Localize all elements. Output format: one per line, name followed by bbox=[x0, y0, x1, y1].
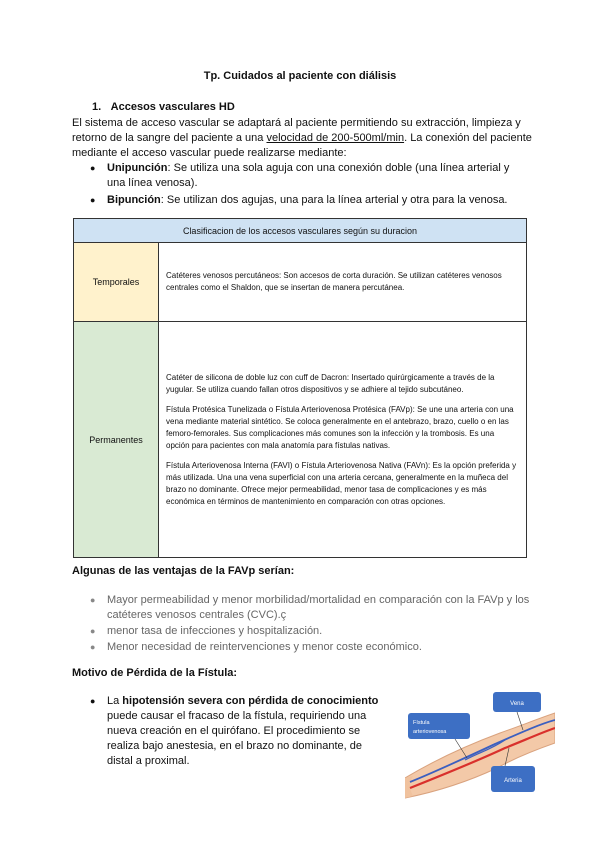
table-row bbox=[74, 322, 527, 558]
fistula-loss-heading: Motivo de Pérdida de la Fístula: bbox=[72, 667, 238, 679]
list-item: ● Menor necesidad de reintervenciones y menor coste económico. bbox=[90, 640, 530, 655]
list-item: ● menor tasa de infecciones y hospitalización. bbox=[90, 624, 530, 639]
list-item bbox=[90, 161, 530, 191]
item-text: puede causar el fracaso de la fístula, requiriendo una nueva creación en el quirófano. El procedimiento se realiza bajo anestesia, en el brazo no dominante, de distal a proximal. bbox=[107, 710, 367, 767]
velocity-underline: velocidad de 200-500ml/min bbox=[266, 132, 405, 144]
label-fistula-2: arteriovenosa bbox=[413, 729, 447, 735]
intro-paragraph bbox=[72, 116, 532, 161]
hypotension-term: hipotensión severa con pérdida de conocimiento bbox=[122, 695, 379, 707]
term-unipuncion: Unipunción bbox=[107, 162, 168, 174]
fistula-illustration bbox=[405, 688, 555, 800]
advantages-list bbox=[90, 593, 530, 656]
table-row bbox=[74, 243, 527, 322]
advantages-heading: Algunas de las ventajas de la FAVp serían: bbox=[72, 565, 295, 577]
fistula-loss-list bbox=[90, 694, 380, 769]
table-header: Clasificacion de los accesos vasculares según su duracion bbox=[74, 219, 527, 243]
category-permanentes: Permanentes bbox=[74, 322, 159, 558]
intro-text: El sistema de acceso vascular se adaptará al paciente permitiendo su extracción, limpieza y retorno de la sangre del paciente a una bbox=[72, 117, 521, 144]
term-bipuncion: Bipunción bbox=[107, 194, 161, 206]
list-item bbox=[90, 694, 380, 769]
category-temporales: Temporales bbox=[74, 243, 159, 322]
section-heading bbox=[92, 101, 235, 113]
description-paragraph: Fístula Arteriovenosa Interna (FAVI) o Fístula Arteriovenosa Nativa (FAVn): Es la opción preferida y más utilizada. Una una vena superficial con una arteria cercana, generalmente en la muñeca del brazo no dominante. Ofrece mejor permeabilidad, menor tasa de complicaciones y es más económica en términos de mantenimiento en comparación con otras opciones. bbox=[166, 460, 517, 506]
section-heading-text: Accesos vasculares HD bbox=[110, 101, 235, 113]
description-paragraph: Fístula Protésica Tunelizada o Fístula Arteriovenosa Protésica (FAVp): Se une una arteria con una vena mediante material sintético. Se coloca generalmente en el antebrazo, brazo, cuello o en las femoro-femorales. Sus complicaciones más comunes son la infección y la trombosis. Es una opción para pacientes con mala anatomía para fístulas nativas. bbox=[166, 404, 514, 450]
section-number: 1. bbox=[92, 101, 102, 113]
label-fistula-1: Fístula bbox=[413, 720, 430, 726]
label-vena: Vena bbox=[510, 701, 524, 707]
list-item: ● Mayor permeabilidad y menor morbilidad/mortalidad en comparación con la FAVp y los catéteres venosos centrales (CVC).ç bbox=[90, 593, 530, 623]
table-cell bbox=[159, 243, 527, 322]
term-description: : Se utiliza una sola aguja con una conexión doble (una línea arterial y una línea venosa). bbox=[107, 162, 510, 189]
intro-text-end: . La conexión del paciente mediante el acceso vascular puede realizarse mediante: bbox=[72, 132, 532, 159]
item-prefix: La bbox=[107, 695, 123, 707]
description-paragraph: Catéteres venosos percutáneos: Son accesos de corta duración. Se utilizan catéteres venosos centrales como el Shaldon, que se insertan de manera percutánea. bbox=[166, 271, 502, 292]
table-cell bbox=[159, 322, 527, 558]
classification-table bbox=[73, 218, 527, 558]
description-paragraph: Catéter de silicona de doble luz con cuff de Dacron: Insertado quirúrgicamente a través de la yugular. Se utiliza cuando fallan otros dispositivos y se adhiere al tejido subcutáneo. bbox=[166, 372, 495, 394]
page-title: Tp. Cuidados al paciente con diálisis bbox=[203, 70, 397, 82]
label-arteria: Arteria bbox=[504, 778, 522, 784]
label-box-fistula bbox=[408, 713, 470, 739]
list-item bbox=[90, 193, 530, 208]
term-description: : Se utilizan dos agujas, una para la línea arterial y otra para la venosa. bbox=[160, 194, 508, 206]
puncture-list bbox=[90, 161, 530, 210]
